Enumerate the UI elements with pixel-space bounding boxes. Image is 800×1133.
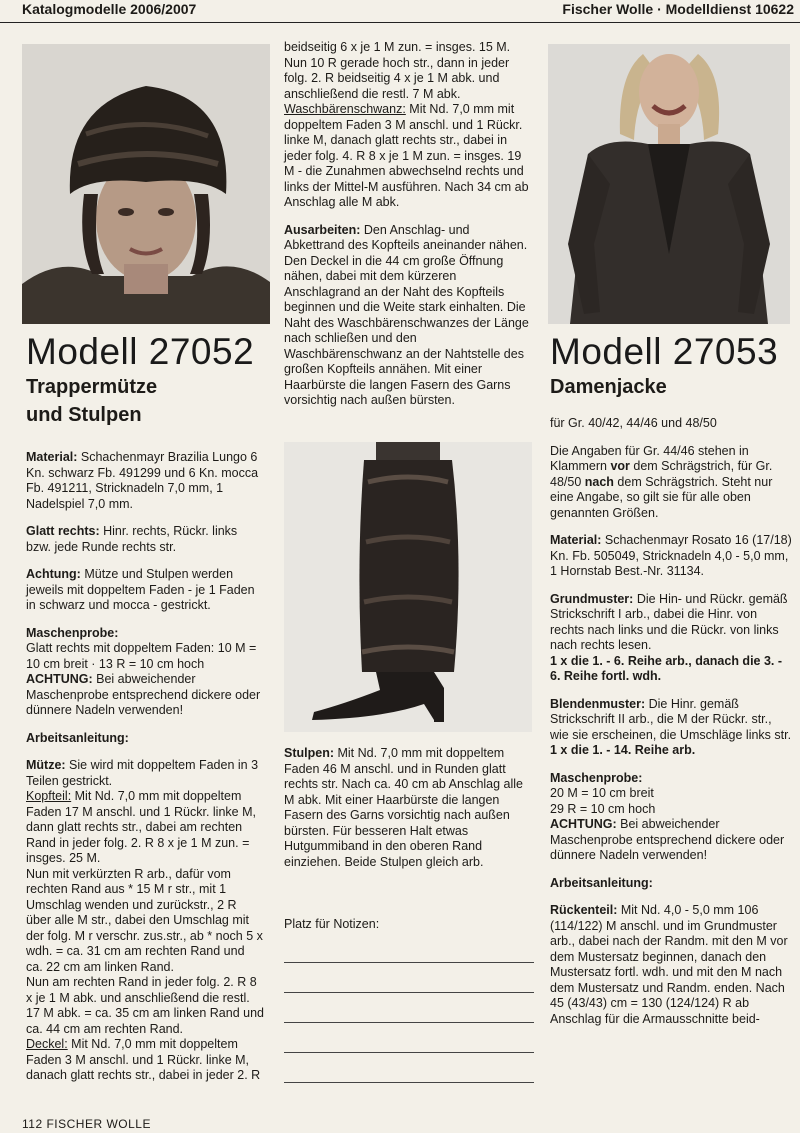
ausarbeiten-paragraph: Ausarbeiten: Den Anschlag- und Abkettrand des Kopfteils aneinander nähen. Den Deckel in die 44 cm große Öffnung nähen, dabei mit dem kürzeren Anschlagrand an der Naht des Kopfteils beginnen und die Weite stark einhalten. Die Naht des Waschbärenschwanzes der Länge nach schließen und den Waschbärenschwanz an der Nahtstelle des großen Kopfteils annähen. Mit einer Haarbürste die langen Fasern des Garns vorsichtig nach außen bürsten. (284, 222, 529, 407)
notes-line[interactable] (284, 1022, 534, 1023)
arbeit-heading: Arbeitsanleitung: (26, 730, 129, 745)
angaben-paragraph: Die Angaben für Gr. 44/46 stehen in Klammern vor dem Schrägstrich, für Gr. 48/50 nach dem Schrägstrich. Steht nur eine Angabe, so gilt sie für alle oben genannten Größen. (550, 443, 773, 520)
material-paragraph: Material: Schachenmayr Brazilia Lungo 6 Kn. schwarz Fb. 491299 und 6 Kn. mocca Fb. 491211, Stricknadeln 7,0 mm, 1 Nadelspiel 7,0 mm. (26, 450, 259, 511)
model1-subtitle-1: Trappermütze (26, 376, 158, 398)
hat-photo (22, 44, 270, 324)
jacket-photo (548, 44, 790, 324)
notes-line[interactable] (284, 992, 534, 993)
groessen-paragraph: für Gr. 40/42, 44/46 und 48/50 (550, 416, 717, 430)
stulpen-section (284, 746, 532, 882)
model1-title: Modell 27052 (26, 331, 255, 372)
notes-line[interactable] (284, 962, 534, 963)
catalog-title: Katalogmodelle 2006/2007 (22, 1, 197, 17)
maschenprobe2-paragraph: Maschenprobe: 20 M = 10 cm breit 29 R = 10 cm hoch ACHTUNG: Bei abweichender Maschenprobe entsprechend dickere oder dünnere Nadeln verwenden! (550, 770, 785, 862)
blendenmuster-paragraph: Blendenmuster: Die Hinr. gemäß Strickschrift II arb., die M der Rückr. str., wie sie erscheinen, die Umschläge links str. 1 x die 1. - 14. Reihe arb. (550, 696, 792, 757)
grundmuster-paragraph: Grundmuster: Die Hin- und Rückr. gemäß Strickschrift I arb., dabei die Hinr. von rechts nach links und die Rückr. von links nach rechts lesen. 1 x die 1. - 6. Reihe arb., danach die 3. - 6. Reihe fortl. wdh. (550, 591, 788, 683)
model1-subtitle-2: und Stulpen (26, 404, 142, 426)
model2-column (550, 416, 792, 1039)
page-header (0, 0, 800, 23)
maschenprobe-paragraph: Maschenprobe: Glatt rechts mit doppeltem Faden: 10 M = 10 cm breit · 13 R = 10 cm hoch ACHTUNG: Bei abweichender Maschenprobe entsprechend dickere oder dünnere Nadeln verwenden! (26, 625, 261, 717)
model2-title: Modell 27053 (550, 331, 779, 372)
model1-column-middle (284, 40, 532, 421)
ruecken-paragraph: Rückenteil: Mit Nd. 4,0 - 5,0 mm 106 (114/122) M anschl. und im Grundmuster arb., dabei nach der Randm. mit den M vor dem Mustersatz beginnen, danach den Mustersatz fortl. wdh. und mit den M nach dem Mustersatz und Randm. enden. Nach 45 (43/43) cm = 130 (124/124) R ab Anschlag für die Armausschnitte beid- (550, 903, 788, 1026)
arbeit2-heading: Arbeitsanleitung: (550, 875, 653, 890)
notes-label: Platz für Notizen: (284, 917, 380, 931)
publisher-title: Fischer Wolle · Modelldienst 10622 (562, 1, 794, 17)
legwarmers-photo (284, 442, 532, 732)
stulpen-paragraph: Stulpen: Mit Nd. 7,0 mm mit doppeltem Faden 46 M anschl. und in Runden glatt rechts str. Nach ca. 40 cm ab Anschlag alle M abk. Mit einer Haarbürste die langen Fasern des Garns vorsichtig nach außen bürsten. Für besseren Halt etwas Hutgummiband in den oberen Rand einziehen. Beide Stulpen gleich arb. (284, 746, 524, 869)
material2-paragraph: Material: Schachenmayr Rosato 16 (17/18) Kn. Fb. 505049, Stricknadeln 4,0 - 5,0 mm, 1 Hornstab Best.-Nr. 31134. (550, 533, 792, 578)
notes-line[interactable] (284, 1052, 534, 1053)
deckel-continued: beidseitig 6 x je 1 M zun. = insges. 15 M. Nun 10 R gerade hoch str., dann in jeder folg. 2. R beidseitig 4 x je 1 M abk. und anschließend die restl. 7 M abk. Waschbärenschwanz: Mit Nd. 7,0 mm mit doppeltem Faden 3 M anschl. und 1 Rückr. linke M, danach glatt rechts str., dabei in jeder folg. 4. R 8 x je 1 M zun. = insges. 19 M - die Zunahmen abwechselnd rechts und links der Mittel-M ausführen. Nach 34 cm ab Anschlag alle M abk. (284, 40, 529, 209)
achtung-paragraph: Achtung: Mütze und Stulpen werden jeweils mit doppeltem Faden - je 1 Faden in schwarz und mocca - gestrickt. (26, 567, 255, 612)
page-footer: 112 FISCHER WOLLE (22, 1117, 151, 1131)
model2-subtitle: Damenjacke (550, 376, 667, 398)
muetze-paragraph: Mütze: Sie wird mit doppeltem Faden in 3 Teilen gestrickt. Kopfteil: Mit Nd. 7,0 mm mit doppeltem Faden 17 M anschl. und 1 Rückr. linke M, dann glatt rechts str., dabei am rechten Rand in jeder folg. 2. R 8 x je 1 M zun. = insges. 25 M. Nun mit verkürzten R arb., dafür vom rechten Rand aus * 15 M r str., mit 1 Umschlag wenden und zurückstr., 2 R über alle M str., dabei den Umschlag mit der folg. M r verschr. zus.str., ab * noch 5 x wdh. = ca. 31 cm am rechten Rand und ca. 22 cm am linken Rand. Nun am rechten Rand in jeder folg. 2. R 8 x je 1 M abk. und anschließend die restl. 17 M abk. = ca. 35 cm am linken Rand und ca. 44 cm am rechten Rand. Deckel: Mit Nd. 7,0 mm mit doppeltem Faden 3 M anschl. und 1 Rückr. linke M, danach glatt rechts str., dabei in jeder 2. R (26, 758, 264, 1082)
model1-column-left (26, 450, 264, 1096)
glatt-paragraph: Glatt rechts: Hinr. rechts, Rückr. links bzw. jede Runde rechts str. (26, 524, 238, 554)
notes-line[interactable] (284, 1082, 534, 1083)
